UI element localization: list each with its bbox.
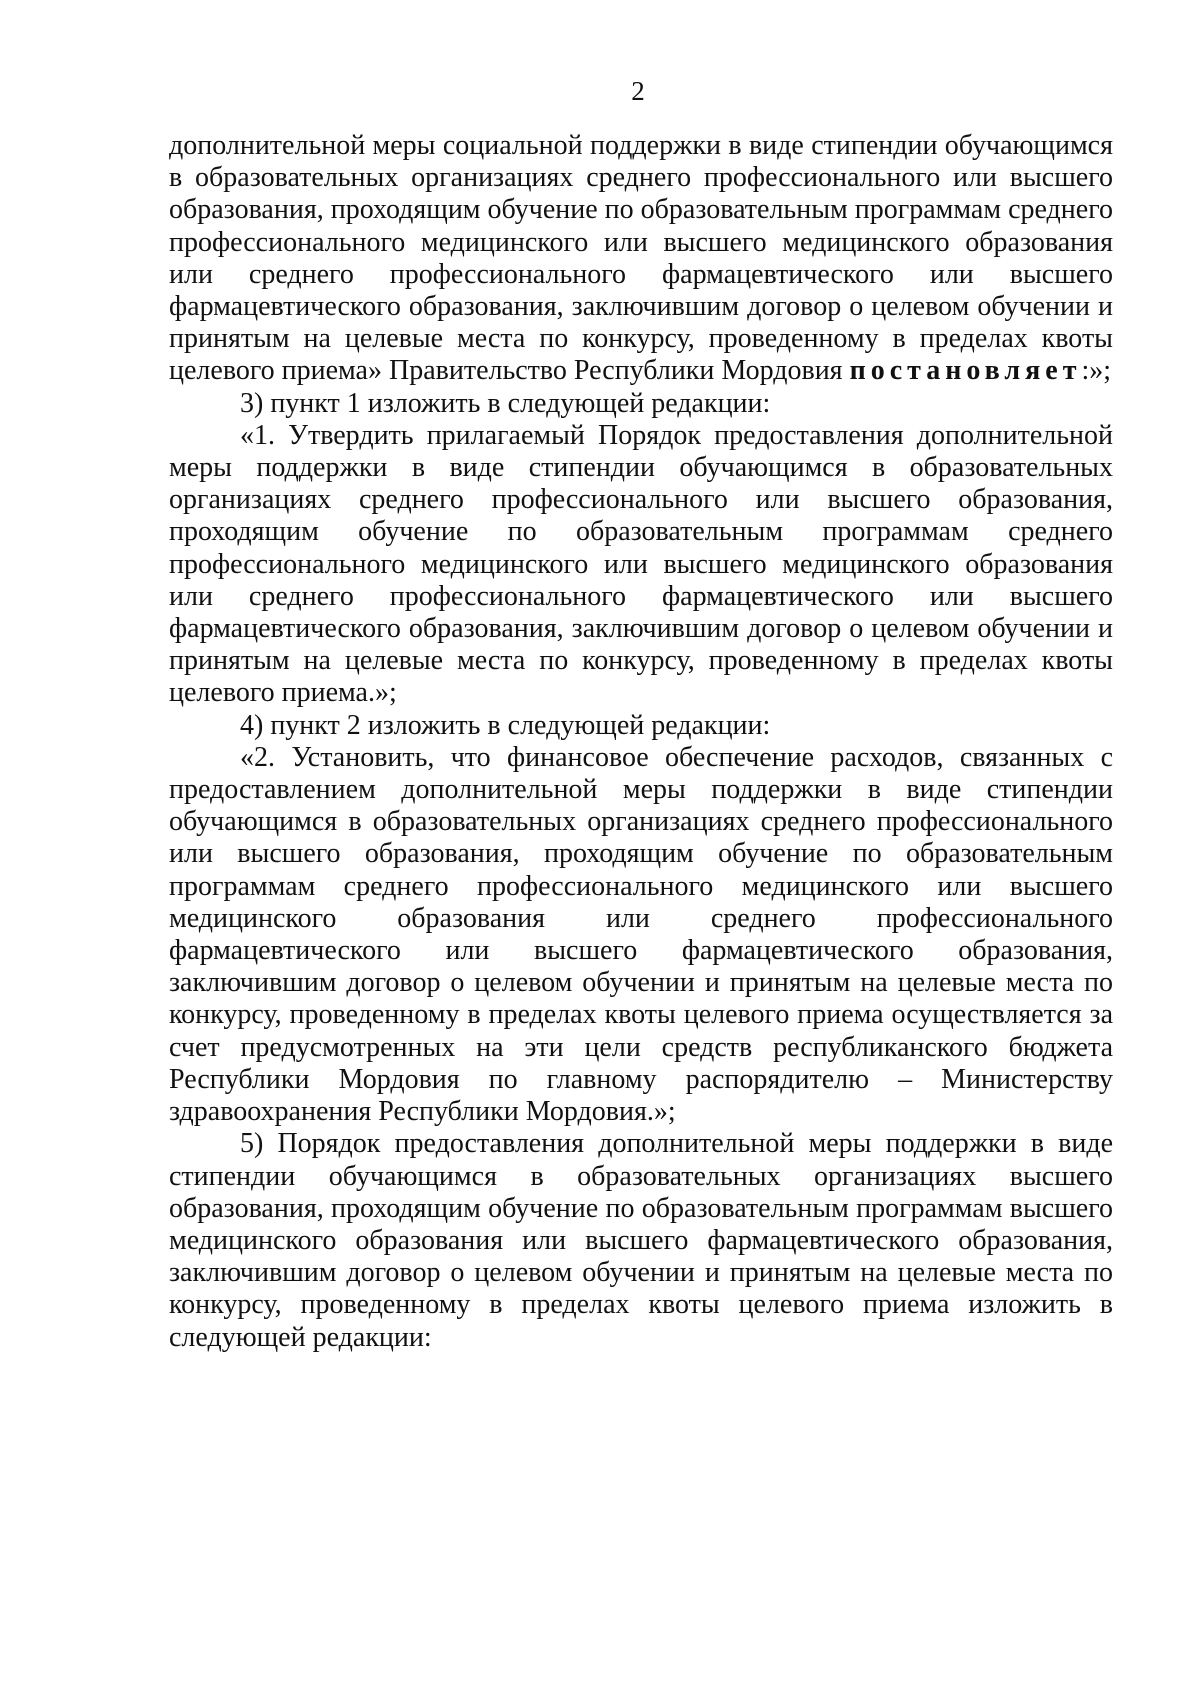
paragraph-point-2: «2. Установить, что финансовое обеспечение расходов, связанных с предоставлением дополнительной меры поддержки в виде стипендии обучающимся в образовательных организациях среднего профессионального или высшего образования, проходящим обучение по образовательным программам среднего профессионального медицинского или высшего медицинского образования или среднего профессионального фармацевтического или высшего фармацевтического образования, заключившим договор о целевом обучении и принятым на целевые места по конкурсу, проведенному в пределах квоты целевого приема осуществляется за счет предусмотренных на эти цели средств республиканского бюджета Республики Мордовия по главному распорядителю – Министерству здравоохранения Республики Мордовия.»; bbox=[169, 741, 1113, 1128]
document-body bbox=[169, 130, 1113, 1354]
resolution-word: постановляет bbox=[849, 355, 1082, 387]
page-number: 2 bbox=[631, 76, 645, 106]
paragraph-continuation bbox=[169, 130, 1113, 388]
paragraph-item-4: 4) пункт 2 изложить в следующей редакции: bbox=[240, 709, 771, 741]
paragraph-text-end: :»; bbox=[1081, 355, 1112, 387]
paragraph-item-3: 3) пункт 1 изложить в следующей редакции: bbox=[240, 387, 771, 419]
paragraph-point-1: «1. Утвердить прилагаемый Порядок предоставления дополнительной меры поддержки в виде стипендии обучающимся в образовательных организациях среднего профессионального или высшего образования, проходящим обучение по образовательным программам среднего профессионального медицинского или высшего медицинского образования или среднего профессионального фармацевтического или высшего фармацевтического образования, заключившим договор о целевом обучении и принятым на целевые места по конкурсу, проведенному в пределах квоты целевого приема.»; bbox=[169, 419, 1113, 709]
paragraph-text: дополнительной меры социальной поддержки в виде стипендии обучающимся в образовательных организациях среднего профессионального или высшего образования, проходящим обучение по образовательным программам среднего профессионального медицинского или высшего медицинского образования или среднего профессионального фармацевтического или высшего фармацевтического образования, заключившим договор о целевом обучении и принятым на целевые места по конкурсу, проведенному в пределах квоты целевого приема» Правительство Республики Мордовия bbox=[169, 130, 1113, 387]
paragraph-item-5: 5) Порядок предоставления дополнительной меры поддержки в виде стипендии обучающимся в образовательных организациях высшего образования, проходящим обучение по образовательным программам высшего медицинского образования или высшего фармацевтического образования, заключившим договор о целевом обучении и принятым на целевые места по конкурсу, проведенному в пределах квоты целевого приема изложить в следующей редакции: bbox=[169, 1128, 1113, 1353]
